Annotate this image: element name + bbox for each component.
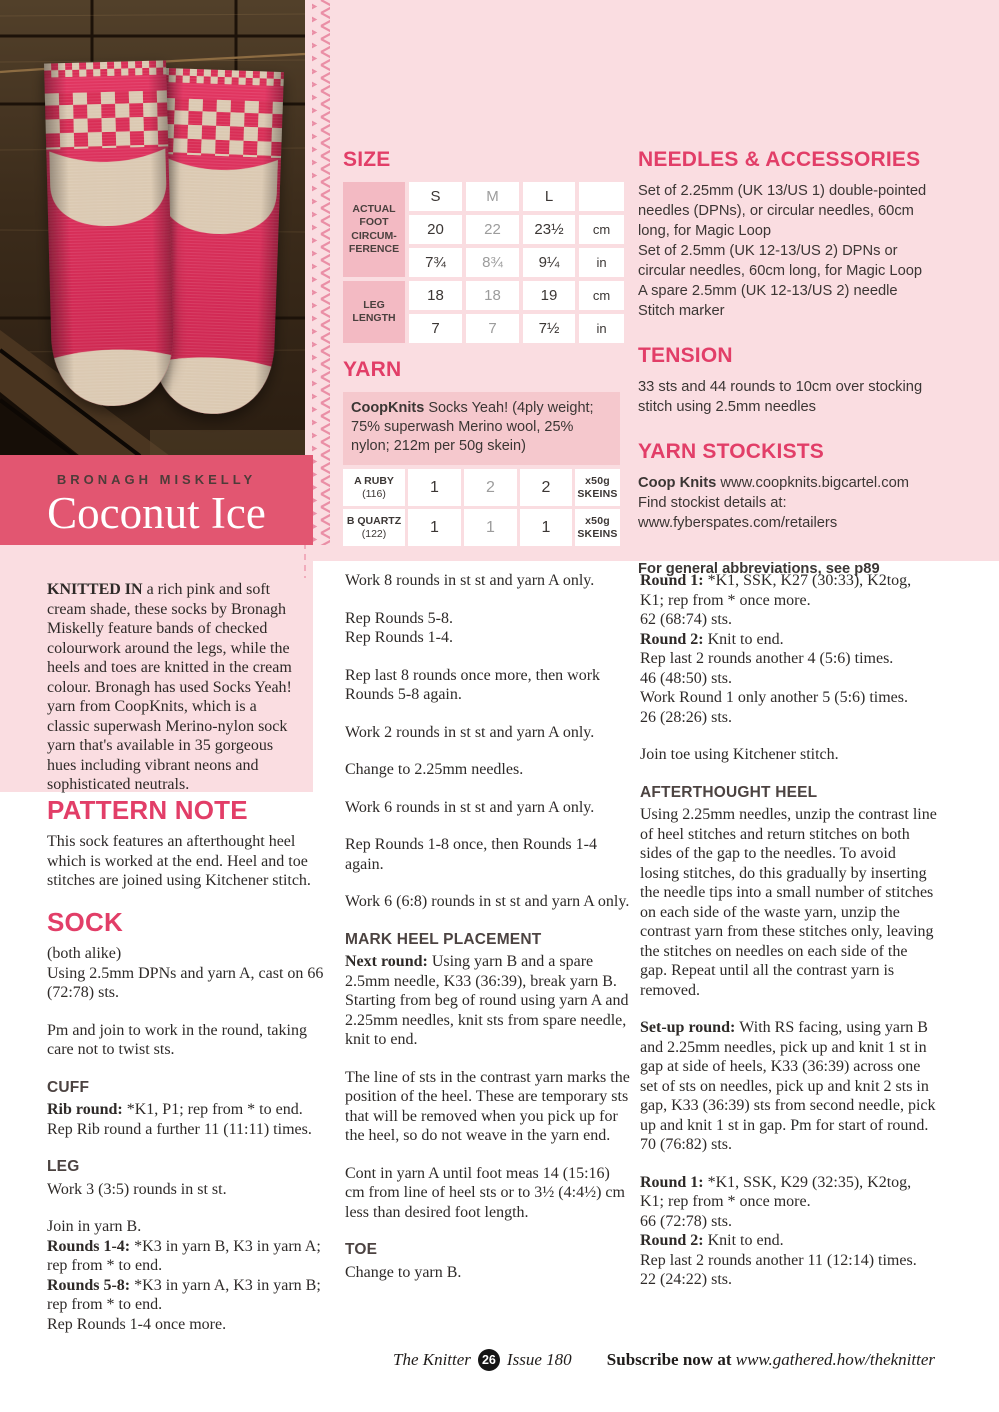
intro-paragraph [47,580,295,795]
subscribe-url: www.gathered.how/theknitter [735,1350,935,1369]
size-unit: in [579,248,624,277]
pattern-paragraph: Cont in yarn A until foot meas 14 (15:16) cm from line of heel sts or to 3½ (4:4½) cm less than desired foot length. [345,1164,625,1221]
yarn-qty: 1 [520,509,572,546]
size-col-header: L [523,182,575,211]
subsection-heading: MARK HEEL PLACEMENT [345,930,542,948]
yarn-row-label [343,509,405,546]
footer-issue-info [393,1349,572,1371]
yarn-brand: CoopKnits [351,400,425,416]
pattern-paragraph: Pm and join to work in the round, taking care not to twist sts. [47,1021,307,1059]
subscribe-line [607,1350,935,1370]
size-unit: cm [579,281,624,310]
yarn-qty: 1 [408,509,461,546]
pattern-paragraph: Rib round: *K1, P1; rep from * to end. Rep Rib round a further 11 (11:11) times. [47,1101,312,1138]
yarn-shade: (116) [362,487,386,500]
yarn-unit-line: x50g [585,515,610,528]
yarn-name: A RUBY [354,474,394,487]
needles-line: A spare 2.5mm (UK 12-13/US 2) needle [638,282,898,299]
pattern-paragraph: Rep Rounds 1-8 once, then Rounds 1-4 again. [345,836,597,873]
pattern-paragraph: Work 8 rounds in st st and yarn A only. [345,572,595,589]
size-value: 20 [409,215,462,244]
pattern-paragraph: Work 2 rounds in st st and yarn A only. [345,723,595,741]
pattern-column-right [640,571,937,1308]
pattern-title: Coconut Ice [47,488,266,538]
tension-heading: TENSION [638,343,733,367]
abbreviations-note: For general abbreviations, see p89 [638,560,880,577]
needles-line: Set of 2.5mm (UK 12-13/US 2) DPNs or circular needles, 60cm long, for Magic Loop [638,242,923,279]
stockist-line [638,474,940,494]
section-heading: SOCK [47,906,123,937]
pattern-paragraph: Join in yarn B. Rounds 1-4: *K3 in yarn B, K3 in yarn A; rep from * to end. Rounds 5-8: *K3 in yarn A, K3 in yarn B; rep from * to end. Rep Rounds 1-4 once more. [47,1218,321,1333]
pattern-paragraph: Set-up round: With RS facing, using yarn B and 2.25mm needles, pick up and knit 1 st in gap at side of heels, K33 (36:39) across one set of sts on needles, pick up and knit 2 sts in gap, K33 (36:39) sts from second needle, pick up and knit 1 st in gap. Pm for start of round. 70 (76:82) sts. [640,1019,936,1153]
size-value: 7 [409,314,462,343]
yarn-qty: 2 [520,469,572,506]
pattern-paragraph: (both alike) Using 2.5mm DPNs and yarn A, cast on 66 (72:78) sts. [47,945,324,1002]
magazine-name: The Knitter [393,1350,471,1369]
size-value: 22 [466,215,519,244]
pattern-paragraph: Change to yarn B. [345,1263,462,1281]
title-banner [0,455,313,545]
size-value: 19 [523,281,575,310]
size-unit: cm [579,215,624,244]
pattern-column-middle [345,571,632,1300]
pattern-paragraph: The line of sts in the contrast yarn marks the position of the heel. These are temporary sts that will be removed when you pick up for the heel, so do not weave in the yarn end. [345,1068,630,1144]
size-value: 18 [466,281,519,310]
stockist-brand: Coop Knits [638,474,717,491]
needles-line: Stitch marker [638,302,725,319]
size-panel [343,148,623,343]
issue-number: Issue 180 [506,1350,572,1369]
tension-text: 33 sts and 44 rounds to 10cm over stocking stitch using 2.5mm needles [638,378,923,415]
stockist-line: www.fyberspates.com/retailers [638,514,838,531]
yarn-name: B QUARTZ [346,514,402,527]
intro-body: a rich pink and soft cream shade, these socks by Bronagh Miskelly feature bands of checked colourwork around the legs, while the heels and toes are knitted in the cream colour. Bronagh has used Socks Yeah! yarn from CoopKnits, which is a classic superwash Merino-nylon sock yarn that's available in 35 gorgeous hues including vibrant neons and sophisticated neutrals. [47,581,292,793]
sock-photo [0,0,305,456]
size-value: 23½ [523,215,575,244]
size-col-header: M [466,182,519,211]
pattern-paragraph: Change to 2.25mm needles. [345,761,524,778]
pattern-paragraph: This sock features an afterthought heel which is worked at the end. Heel and toe stitches are joined using Kitchener stitch. [47,833,311,890]
pattern-paragraph: Rep last 8 rounds once more, then work Rounds 5-8 again. [345,666,601,703]
yarn-table [343,469,623,546]
yarn-desc-text: Socks Yeah! (4ply weight; 75% superwash Merino wool, 25% nylon; 212m per 50g skein) [351,400,594,455]
stockist-url: www.coopknits.bigcartel.com [716,474,909,491]
pattern-paragraph: Work 6 rounds in st st and yarn A only. [345,798,595,816]
yarn-qty: 2 [464,469,517,506]
subsection-heading: AFTERTHOUGHT HEEL [640,783,818,801]
subsection-heading: LEG [47,1158,80,1176]
size-value: 7 [466,314,519,343]
size-col-header: S [409,182,462,211]
yarn-unit-line: x50g [585,475,610,488]
size-table [343,182,623,343]
yarn-qty: 1 [464,509,517,546]
pattern-paragraph: Using 2.25mm needles, unzip the contrast line of heel stitches and return stitches on both sides of the gap to the needles. To avoid losing stitches, do this gradually by inserting the needle tips into a small number of stitches on each side of the waste yarn, unzip the contrast yarn from these stitches only, leaving the stitches on needles on each side of the gap. Repeat until all the contrast yarn is removed. [640,806,937,999]
size-unit: in [579,314,624,343]
subscribe-lead: Subscribe now at [606,1350,736,1369]
subsection-heading: CUFF [47,1078,90,1096]
yarn-description [343,392,620,465]
size-blank-cell [579,182,624,211]
size-value: 9¼ [523,248,575,277]
stockists-heading: YARN STOCKISTS [638,439,825,463]
pattern-paragraph: Round 1: *K1, SSK, K27 (30:33), K2tog, K1; rep from * once more. 62 (68:74) sts. Round 2: Knit to end. Rep last 2 rounds another 4 (5:6) times. 46 (48:50) sts. Work Round 1 only another 5 (5:6) times. 26 (28:26) sts. [640,572,912,726]
section-heading: PATTERN NOTE [47,795,248,825]
sock-left [42,60,177,409]
size-row-group-label: ACTUAL FOOT CIRCUM- FERENCE [343,182,405,277]
page-footer [0,1349,999,1379]
pattern-column-left [47,797,330,1352]
yarn-unit [575,509,620,546]
yarn-unit-line: SKEINS [577,527,618,540]
intro-lead: KNITTED IN [47,581,143,598]
pattern-paragraph: Round 1: *K1, SSK, K29 (32:35), K2tog, K1; rep from * once more. 66 (72:78) sts. Round 2: Knit to end. Rep last 2 rounds another 11 (12:14) times. 22 (24:22) sts. [640,1173,917,1288]
pattern-paragraph: Next round: Using yarn B and a spare 2.5mm needle, K33 (36:39), break yarn B. Starting from beg of round using yarn A and 2.25mm needles, knit sts from spare needle, knit to end. [345,953,629,1048]
info-panel [638,148,940,580]
yarn-unit-line: SKEINS [577,487,618,500]
size-value: 18 [409,281,462,310]
size-value: 7¾ [409,248,462,277]
yarn-shade: (122) [361,527,387,540]
designer-name: BRONAGH MISKELLY [56,472,257,487]
yarn-unit [575,469,620,506]
size-row-group-label: LEG LENGTH [343,281,405,343]
stockist-line: Find stockist details at: [638,494,787,511]
pattern-paragraph: Work 6 (6:8) rounds in st st and yarn A only. [345,893,630,910]
needles-line: Set of 2.25mm (UK 13/US 1) double-pointed needles (DPNs), or circular needles, 60cm long, for Magic Loop [638,183,927,239]
pattern-paragraph: Rep Rounds 5-8. Rep Rounds 1-4. [345,609,453,646]
page-number-badge: 26 [478,1349,500,1371]
yarn-row-label [343,469,405,506]
needles-heading: NEEDLES & ACCESSORIES [638,148,921,171]
yarn-heading: YARN [343,358,402,381]
size-value: 8¾ [466,248,519,277]
pattern-paragraph: Work 3 (3:5) rounds in st st. [47,1180,227,1198]
pattern-paragraph: Join toe using Kitchener stitch. [640,746,839,763]
size-heading: SIZE [343,148,391,171]
yarn-qty: 1 [408,469,461,506]
size-value: 7½ [523,314,575,343]
subsection-heading: TOE [345,1241,378,1258]
yarn-panel [343,358,623,546]
